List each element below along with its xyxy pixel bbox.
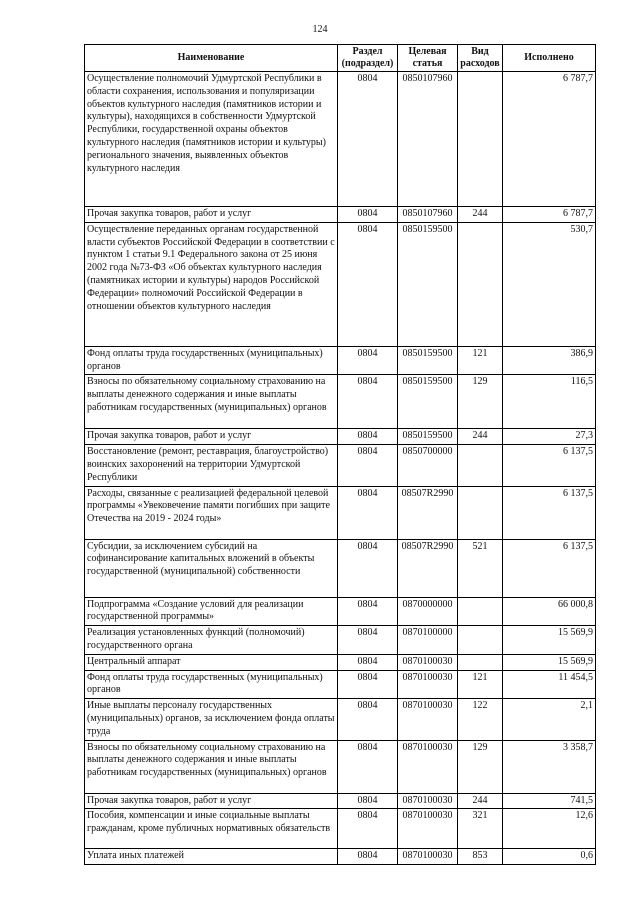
cell-target: 0870100030 (398, 740, 458, 793)
cell-name: Прочая закупка товаров, работ и услуг (85, 207, 338, 223)
cell-target: 08507R2990 (398, 486, 458, 539)
cell-target: 0850159500 (398, 346, 458, 375)
cell-kind: 321 (458, 809, 503, 849)
cell-section: 0804 (338, 654, 398, 670)
cell-executed: 66 000,8 (503, 597, 596, 626)
cell-target: 0870100030 (398, 793, 458, 809)
header-target: Целевая статья (398, 45, 458, 72)
budget-table (84, 44, 596, 865)
cell-kind: 122 (458, 699, 503, 740)
cell-executed: 6 137,5 (503, 539, 596, 597)
cell-target: 0850159500 (398, 375, 458, 429)
cell-name: Взносы по обязательному социальному страхованию на выплаты денежного содержания и иные выплаты работникам государственных (муниципальных) органов (85, 740, 338, 793)
cell-kind: 244 (458, 429, 503, 445)
cell-section: 0804 (338, 626, 398, 655)
header-executed: Исполнено (503, 45, 596, 72)
cell-target: 0870100030 (398, 670, 458, 699)
cell-kind: 121 (458, 346, 503, 375)
page-number: 124 (312, 24, 328, 35)
header-section: Раздел (подраздел) (338, 45, 398, 72)
cell-section: 0804 (338, 72, 398, 207)
cell-executed: 530,7 (503, 222, 596, 346)
cell-kind: 129 (458, 375, 503, 429)
cell-section: 0804 (338, 597, 398, 626)
table-row (85, 793, 596, 809)
cell-kind (458, 654, 503, 670)
table-row (85, 207, 596, 223)
cell-target: 0850159500 (398, 429, 458, 445)
table-row (85, 626, 596, 655)
cell-section: 0804 (338, 207, 398, 223)
table-row (85, 539, 596, 597)
cell-kind: 521 (458, 539, 503, 597)
cell-name: Прочая закупка товаров, работ и услуг (85, 429, 338, 445)
cell-section: 0804 (338, 699, 398, 740)
cell-kind (458, 445, 503, 486)
table-row (85, 486, 596, 539)
cell-kind (458, 626, 503, 655)
cell-name: Осуществление переданных органам государственной власти субъектов Российской Федерации в соответствии с пунктом 1 статьи 9.1 Федерального закона от 25 июня 2002 года №73-ФЗ «Об объектах культурного наследия (памятниках истории и культуры) народов Российской Федерации» полномочий Российской Федерации в отношении объектов культурного наследия (85, 222, 338, 346)
cell-section: 0804 (338, 539, 398, 597)
cell-kind (458, 222, 503, 346)
table-row (85, 375, 596, 429)
cell-executed: 6 137,5 (503, 486, 596, 539)
cell-executed: 0,6 (503, 849, 596, 865)
cell-executed: 3 358,7 (503, 740, 596, 793)
cell-section: 0804 (338, 809, 398, 849)
cell-target: 0850700000 (398, 445, 458, 486)
cell-target: 0870100030 (398, 654, 458, 670)
cell-executed: 6 787,7 (503, 72, 596, 207)
cell-name: Восстановление (ремонт, реставрация, благоустройство) воинских захоронений на территории Удмуртской Республики (85, 445, 338, 486)
cell-kind: 853 (458, 849, 503, 865)
table-row (85, 849, 596, 865)
cell-name: Расходы, связанные с реализацией федеральной целевой программы «Увековечение памяти погибших при защите Отечества на 2019 - 2024 годы» (85, 486, 338, 539)
cell-kind (458, 486, 503, 539)
table-row (85, 346, 596, 375)
cell-name: Осуществление полномочий Удмуртской Республики в области сохранения, использования и популяризации объектов культурного наследия (памятников истории и культуры), находящихся в собственности Удмуртской Республики, государственной охраны объектов культурного наследия (памятников истории и культуры) регионального значения, выявленных объектов культурного наследия (85, 72, 338, 207)
cell-executed: 386,9 (503, 346, 596, 375)
table-row (85, 699, 596, 740)
cell-name: Взносы по обязательному социальному страхованию на выплаты денежного содержания и иные выплаты работникам государственных (муниципальных) органов (85, 375, 338, 429)
header-name: Наименование (85, 45, 338, 72)
cell-name: Реализация установленных функций (полномочий) государственного органа (85, 626, 338, 655)
cell-name: Пособия, компенсации и иные социальные выплаты гражданам, кроме публичных нормативных обязательств (85, 809, 338, 849)
cell-name: Прочая закупка товаров, работ и услуг (85, 793, 338, 809)
cell-kind (458, 597, 503, 626)
table-row (85, 809, 596, 849)
table-row (85, 654, 596, 670)
cell-kind: 121 (458, 670, 503, 699)
cell-target: 08507R2990 (398, 539, 458, 597)
cell-executed: 741,5 (503, 793, 596, 809)
cell-target: 0870100000 (398, 626, 458, 655)
cell-section: 0804 (338, 445, 398, 486)
cell-executed: 15 569,9 (503, 626, 596, 655)
cell-executed: 2,1 (503, 699, 596, 740)
table-row (85, 445, 596, 486)
cell-section: 0804 (338, 793, 398, 809)
cell-section: 0804 (338, 670, 398, 699)
cell-executed: 11 454,5 (503, 670, 596, 699)
cell-section: 0804 (338, 429, 398, 445)
cell-executed: 6 137,5 (503, 445, 596, 486)
table-row (85, 740, 596, 793)
cell-target: 0870100030 (398, 809, 458, 849)
table-row (85, 597, 596, 626)
table-row (85, 222, 596, 346)
cell-kind (458, 72, 503, 207)
cell-target: 0870100030 (398, 699, 458, 740)
header-row (85, 45, 596, 72)
cell-target: 0850107960 (398, 207, 458, 223)
cell-section: 0804 (338, 740, 398, 793)
cell-section: 0804 (338, 849, 398, 865)
cell-kind: 129 (458, 740, 503, 793)
cell-name: Фонд оплаты труда государственных (муниципальных) органов (85, 346, 338, 375)
cell-executed: 6 787,7 (503, 207, 596, 223)
cell-name: Уплата иных платежей (85, 849, 338, 865)
table-row (85, 429, 596, 445)
cell-name: Подпрограмма «Создание условий для реализации государственной программы» (85, 597, 338, 626)
cell-kind: 244 (458, 793, 503, 809)
table-row (85, 72, 596, 207)
cell-section: 0804 (338, 486, 398, 539)
cell-executed: 27,3 (503, 429, 596, 445)
cell-executed: 116,5 (503, 375, 596, 429)
cell-target: 0870100030 (398, 849, 458, 865)
table-row (85, 670, 596, 699)
header-kind: Вид расходов (458, 45, 503, 72)
cell-section: 0804 (338, 222, 398, 346)
cell-section: 0804 (338, 375, 398, 429)
cell-name: Фонд оплаты труда государственных (муниципальных) органов (85, 670, 338, 699)
cell-section: 0804 (338, 346, 398, 375)
cell-target: 0870000000 (398, 597, 458, 626)
cell-executed: 15 569,9 (503, 654, 596, 670)
cell-target: 0850107960 (398, 72, 458, 207)
cell-kind: 244 (458, 207, 503, 223)
cell-name: Центральный аппарат (85, 654, 338, 670)
cell-name: Субсидии, за исключением субсидий на софинансирование капитальных вложений в объекты государственной (муниципальной) собственности (85, 539, 338, 597)
cell-name: Иные выплаты персоналу государственных (муниципальных) органов, за исключением фонда оплаты труда (85, 699, 338, 740)
cell-executed: 12,6 (503, 809, 596, 849)
cell-target: 0850159500 (398, 222, 458, 346)
